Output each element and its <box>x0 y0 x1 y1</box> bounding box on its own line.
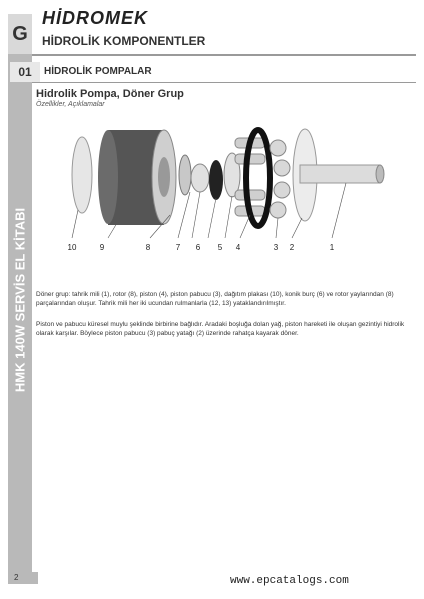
watermark-url[interactable]: www.epcatalogs.com <box>230 575 349 587</box>
label-part-10: 10 <box>67 243 77 252</box>
part-1-shaft <box>300 165 380 183</box>
section-divider <box>32 82 416 83</box>
chapter-title: HİDROLİK KOMPONENTLER <box>42 34 206 48</box>
page-number: 2 <box>14 573 19 582</box>
description-paragraph-1: Döner grup: tahrik mili (1), rotor (8), piston (4), piston pabucu (3), dağıtım plakası (10), konik burç (6) ve rotor yaylarından (8) parçalarından oluşur. Tahrik mili her iki ucundan rulmanlarla (12, 13) yataklandırılmıştır. <box>36 291 394 307</box>
part-7-bushing <box>191 164 209 192</box>
section-number: 01 <box>10 62 40 82</box>
label-part-3: 3 <box>273 243 279 252</box>
manual-title-text: HMK 140W SERVİS EL KİTABI <box>12 207 28 393</box>
description-paragraph-2: Piston ve pabucu küresel muylu şeklinde birbirine bağlıdır. Aradaki boşluğa dolan yağ, piston hareketi ile oluşan gezintiyi hidrolik olarak karşılar. Böylece piston pabucu (3) pabuç yatağı (2) üzerinde rahatça kayarak döner. <box>36 321 405 337</box>
section-title: HİDROLİK POMPALAR <box>44 66 152 77</box>
part-10-plate <box>72 137 92 213</box>
header-divider <box>32 54 416 56</box>
label-part-8: 8 <box>145 243 151 252</box>
brand-logo: HİDROMEK <box>42 8 148 28</box>
label-part-2: 2 <box>289 243 295 252</box>
section-letter: G <box>8 14 32 54</box>
label-part-5: 5 <box>217 243 223 252</box>
part-6-cone <box>209 160 223 200</box>
label-part-1: 1 <box>329 243 335 252</box>
piston-shoes <box>270 140 290 218</box>
label-part-9: 9 <box>99 243 105 252</box>
label-part-4: 4 <box>235 243 241 252</box>
label-part-7: 7 <box>175 243 181 252</box>
footer-band <box>8 572 38 584</box>
part-8-ring <box>179 155 191 195</box>
page-subtitle: Özellikler, Açıklamalar <box>36 101 105 108</box>
page-title: Hidrolik Pompa, Döner Grup <box>36 88 184 100</box>
exploded-pump-diagram <box>50 120 390 260</box>
label-part-6: 6 <box>195 243 201 252</box>
